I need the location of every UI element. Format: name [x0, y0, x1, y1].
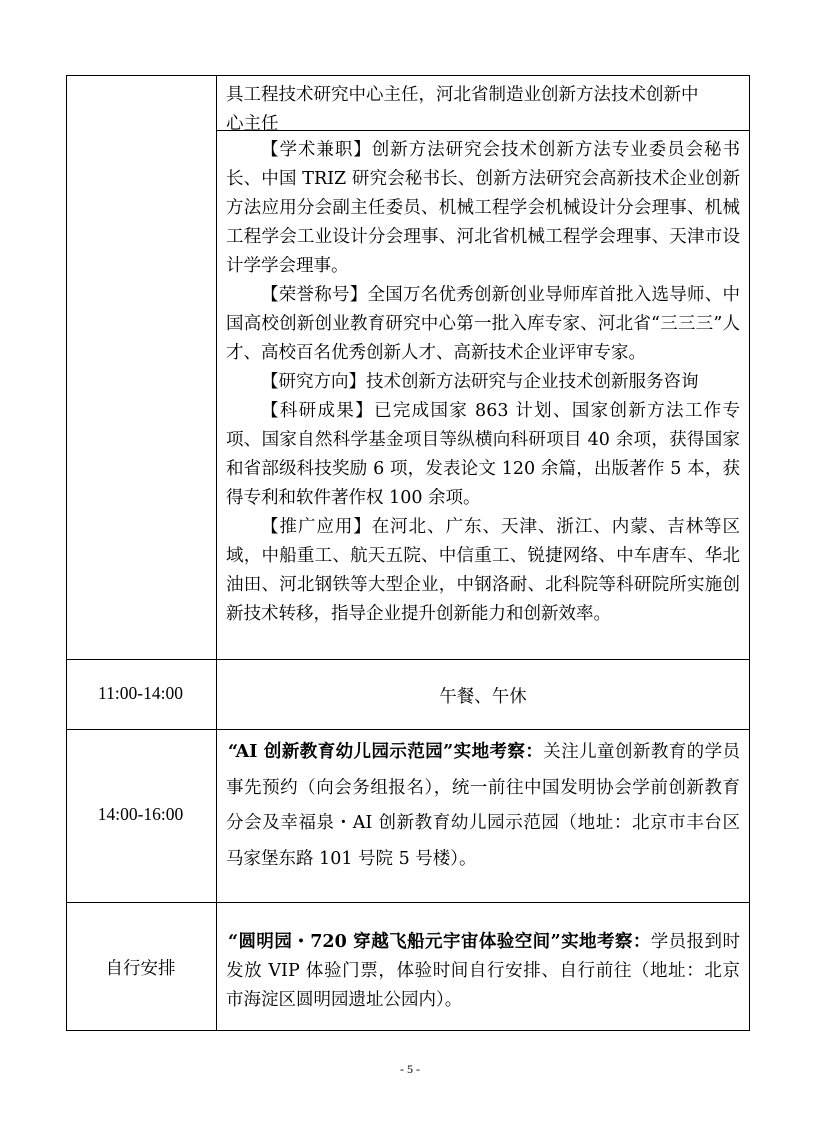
row-divider-4 [66, 902, 750, 903]
bio-paragraph-achievements [226, 397, 740, 513]
paragraph-text: 全国万名优秀创新创业导师库首批入选导师、中国高校创新创业教育研究中心第一批入库专家、河北省“三三三”人才、高校百名优秀创新人才、高新技术企业评审专家。 [226, 285, 740, 363]
table-left-border [66, 75, 67, 1031]
table-right-border [749, 75, 750, 1031]
row1-line-1: 具工程技术研究中心主任，河北省制造业创新方法技术创新中 [226, 85, 699, 105]
paragraph-tag: 【荣誉称号】 [261, 285, 368, 305]
row1-content [226, 81, 740, 139]
table-column-divider [216, 75, 217, 1031]
row5-text: 学员报到时发放 VIP 体验门票，体验时间自行安排、自行前往（地址：北京市海淀区圆明园遗址公园内）。 [226, 932, 740, 1010]
bio-paragraph-academic [226, 136, 740, 281]
row2-content [226, 136, 740, 629]
row4-text: 关注儿童创新教育的学员事先预约（向会务组报名），统一前往中国发明协会学前创新教育分会及幸福泉・AI 创新教育幼儿园示范园（地址：北京市丰台区马家堡东路 101 号院 5 号楼）。 [226, 742, 741, 869]
paragraph-text: 技术创新方法研究与企业技术创新服务咨询 [366, 372, 699, 392]
paragraph-tag: 【研究方向】 [261, 372, 366, 392]
paragraph-text: 已完成国家 863 计划、国家创新方法工作专项、国家自然科学基金项目等纵横向科研项目 40 余项，获得国家和省部级科技奖励 6 项，发表论文 120 余篇，出版著作 5 本，获得专利和软件著作权 100 余项。 [226, 401, 741, 508]
table-top-border [66, 75, 750, 76]
page-number: - 5 - [400, 1062, 420, 1076]
paragraph-text: 在河北、广东、天津、浙江、内蒙、吉林等区域，中船重工、航天五院、中信重工、锐捷网络、中车唐车、华北油田、河北钢铁等大型企业，中钢洛耐、北科院等科研院所实施创新技术转移，指导企业提升创新能力和创新效率。 [226, 517, 741, 624]
bio-paragraph-research [226, 368, 740, 397]
row1-line-2: 心主任 [226, 114, 279, 134]
bio-paragraph-honors [226, 281, 740, 368]
paragraph-tag: 【推广应用】 [261, 517, 372, 537]
bio-paragraph-applications [226, 513, 740, 629]
row4-time: 14:00-16:00 [97, 804, 184, 824]
row-divider-2 [66, 659, 750, 660]
row5-title: “圆明园・720 穿越飞船元宇宙体验空间”实地考察： [228, 932, 651, 952]
row3-content: 午餐、午休 [439, 687, 527, 707]
row4-content [226, 735, 740, 877]
table-bottom-border [66, 1030, 750, 1031]
paragraph-text: 创新方法研究会技术创新方法专业委员会秘书长、中国 TRIZ 研究会秘书长、创新方法研究会高新技术企业创新方法应用分会副主任委员、机械工程学会机械设计分会理事、机械工程学会工业设计分会理事、河北省机械工程学会理事、天津市设计学学会理事。 [226, 140, 741, 276]
paragraph-tag: 【科研成果】 [261, 401, 374, 421]
paragraph-tag: 【学术兼职】 [261, 140, 372, 160]
row3-time: 11:00-14:00 [98, 683, 183, 703]
row5-content [226, 928, 740, 1015]
row5-time: 自行安排 [105, 959, 176, 979]
row4-title: “AI 创新教育幼儿园示范园”实地考察： [228, 742, 544, 762]
row-divider-3 [66, 729, 750, 730]
